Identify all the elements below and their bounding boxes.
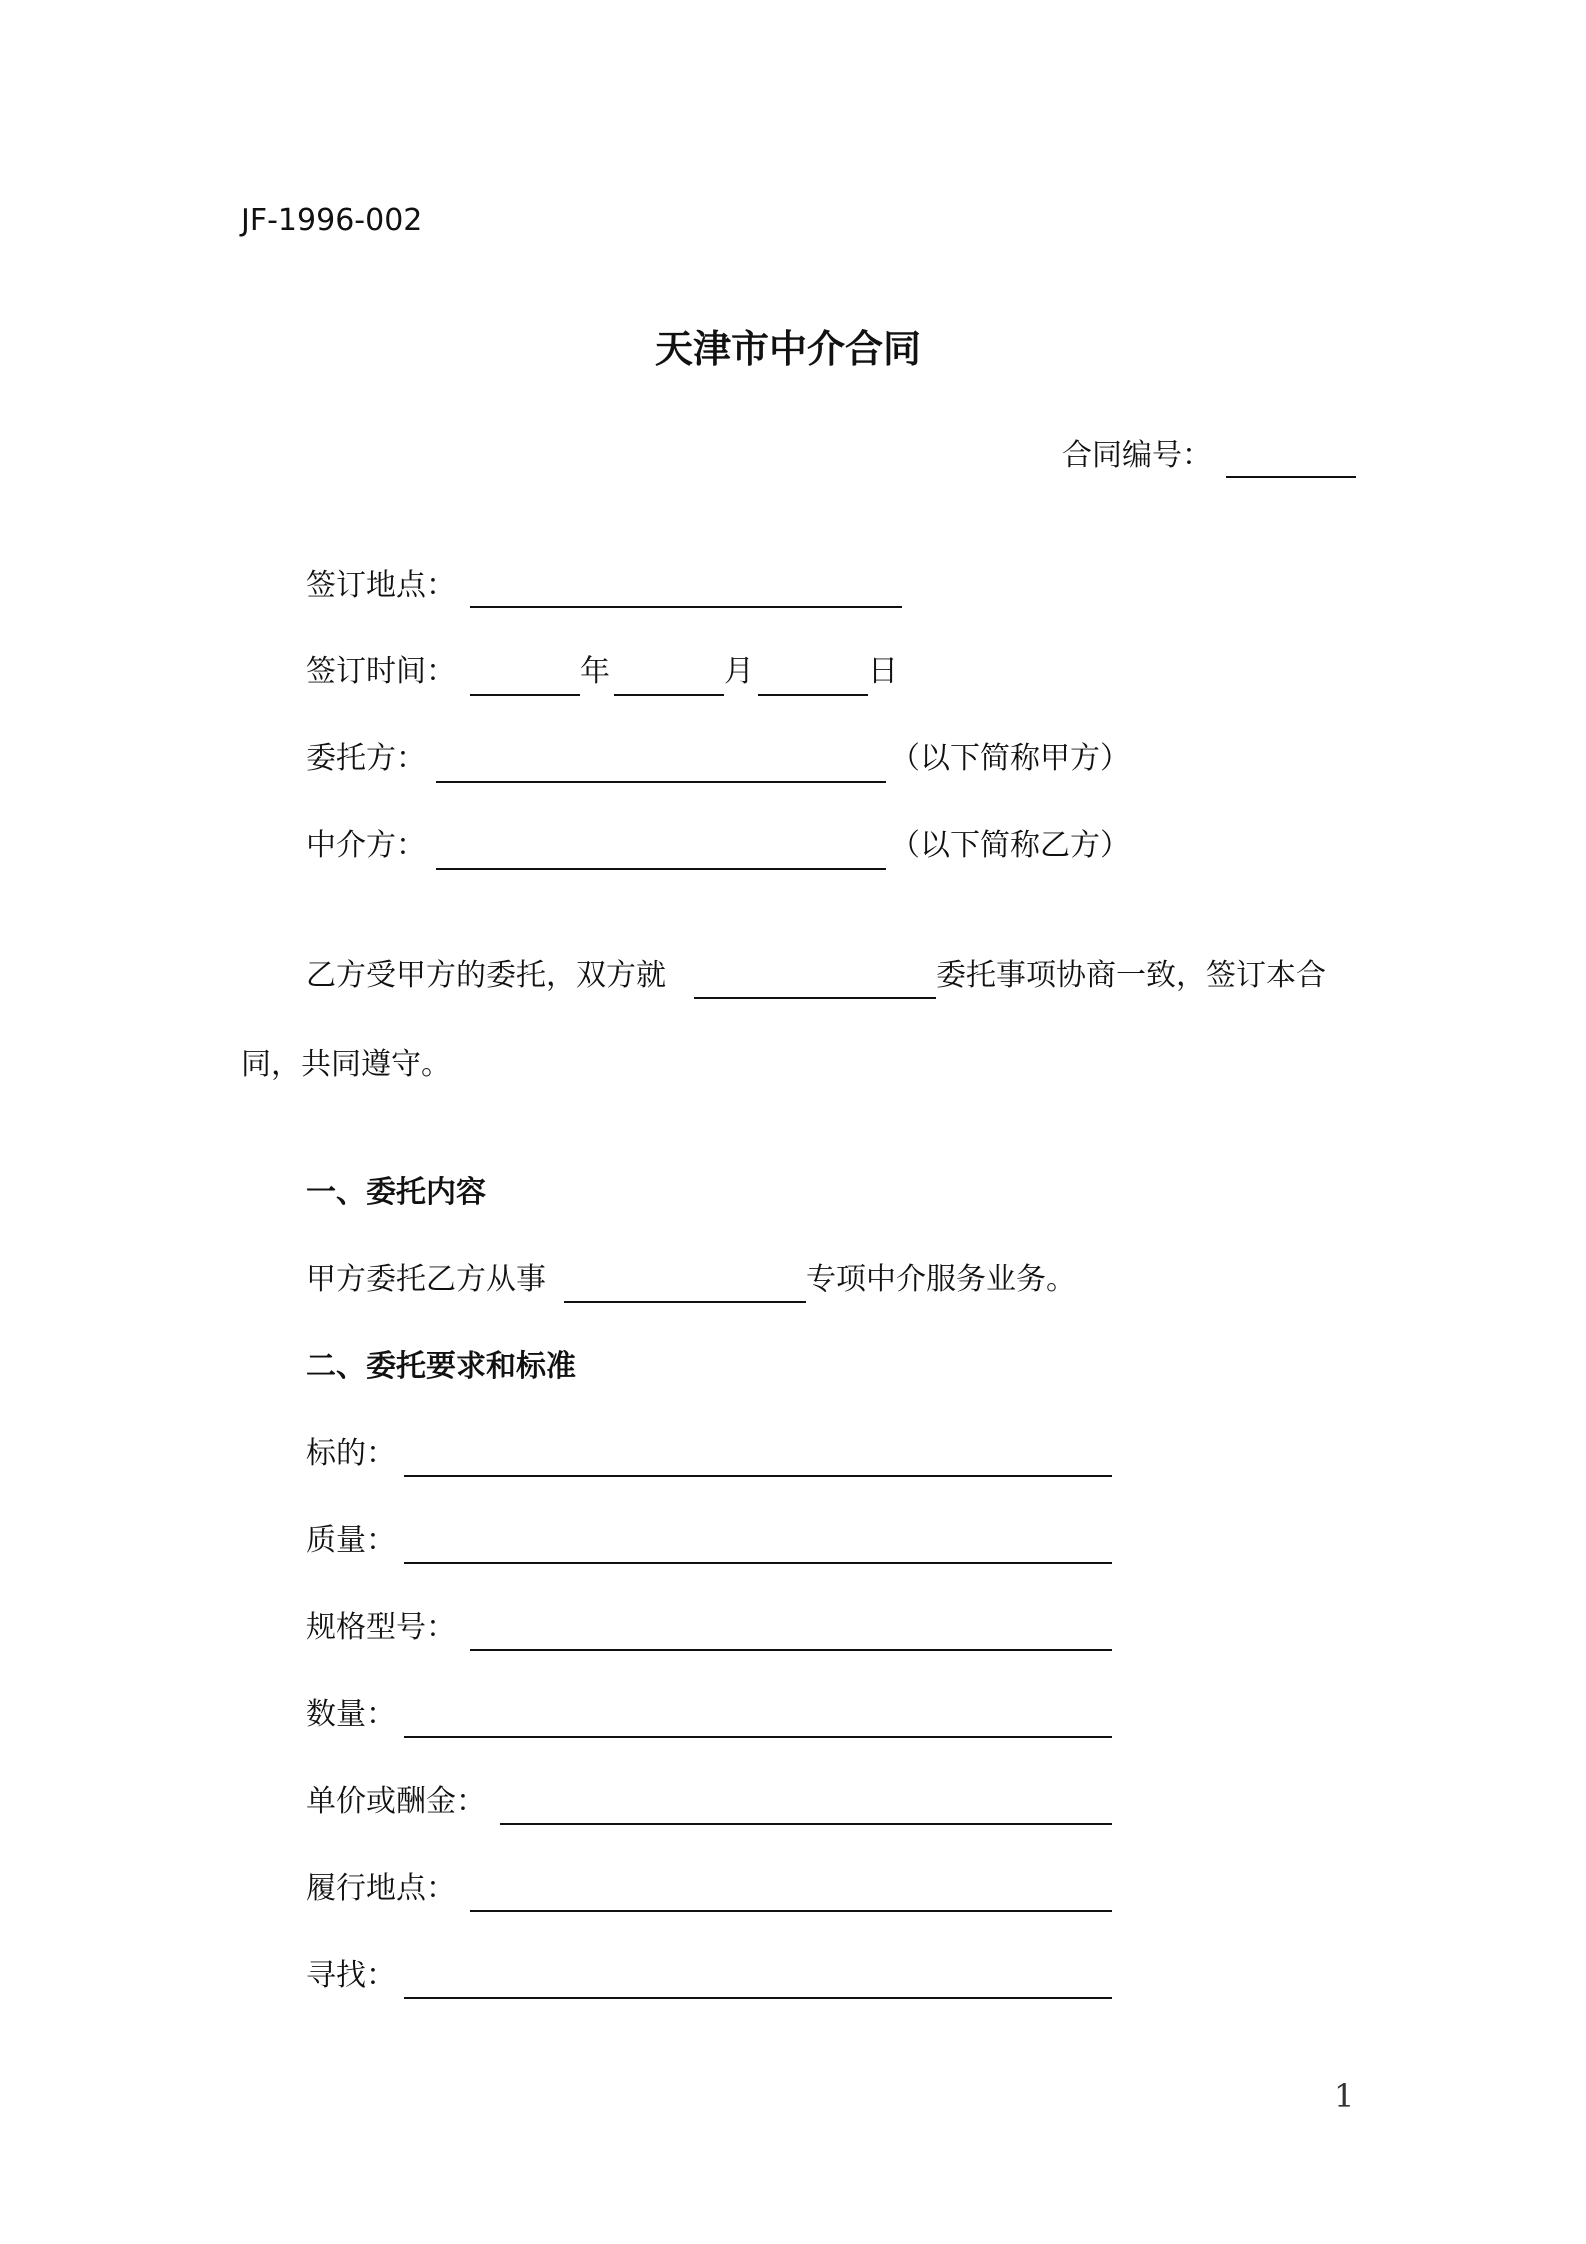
intro-text-1: 乙方受甲方的委托，双方就 [306,958,666,993]
sign-year-blank[interactable] [470,694,580,696]
section-1-text-1: 甲方委托乙方从事 [306,1262,546,1297]
intro-text-2: 委托事项协商一致，签订本合 [936,958,1326,993]
day-label: 日 [868,654,898,689]
client-note: （以下简称甲方） [890,741,1130,776]
sign-day-blank[interactable] [758,694,868,696]
contract-number-blank[interactable] [1226,476,1356,478]
document-title: 天津市中介合同 [655,327,922,371]
page-number: 1 [1334,2077,1355,2115]
section-2-title: 二、委托要求和标准 [306,1349,576,1384]
service-item-blank[interactable] [564,1301,806,1303]
contract-number-label: 合同编号： [1062,438,1212,473]
client-label: 委托方： [306,741,426,776]
year-label: 年 [580,654,610,689]
quantity-label: 数量： [306,1697,396,1732]
place-label: 履行地点： [306,1871,456,1906]
client-blank[interactable] [436,781,886,783]
quality-label: 质量： [306,1523,396,1558]
agent-label: 中介方： [306,828,426,863]
quantity-blank[interactable] [404,1736,1112,1738]
find-blank[interactable] [404,1997,1112,1999]
section-1-text-2: 专项中介服务业务。 [806,1262,1076,1297]
sign-month-blank[interactable] [614,694,724,696]
intro-text-3: 同，共同遵守。 [241,1047,451,1082]
sign-place-blank[interactable] [470,606,902,608]
subject-blank[interactable] [404,1475,1112,1477]
place-blank[interactable] [470,1910,1112,1912]
subject-label: 标的： [306,1436,396,1471]
agent-blank[interactable] [436,868,886,870]
sign-time-label: 签订时间： [306,654,456,689]
quality-blank[interactable] [404,1562,1112,1564]
sign-place-label: 签订地点： [306,568,456,603]
price-label: 单价或酬金： [306,1784,486,1819]
spec-blank[interactable] [470,1649,1112,1651]
spec-label: 规格型号： [306,1610,456,1645]
agent-note: （以下简称乙方） [890,828,1130,863]
section-1-title: 一、委托内容 [306,1175,486,1210]
price-blank[interactable] [500,1823,1112,1825]
document-code: JF-1996-002 [241,203,423,238]
month-label: 月 [724,654,754,689]
intro-matter-blank[interactable] [694,997,936,999]
find-label: 寻找： [306,1958,396,1993]
